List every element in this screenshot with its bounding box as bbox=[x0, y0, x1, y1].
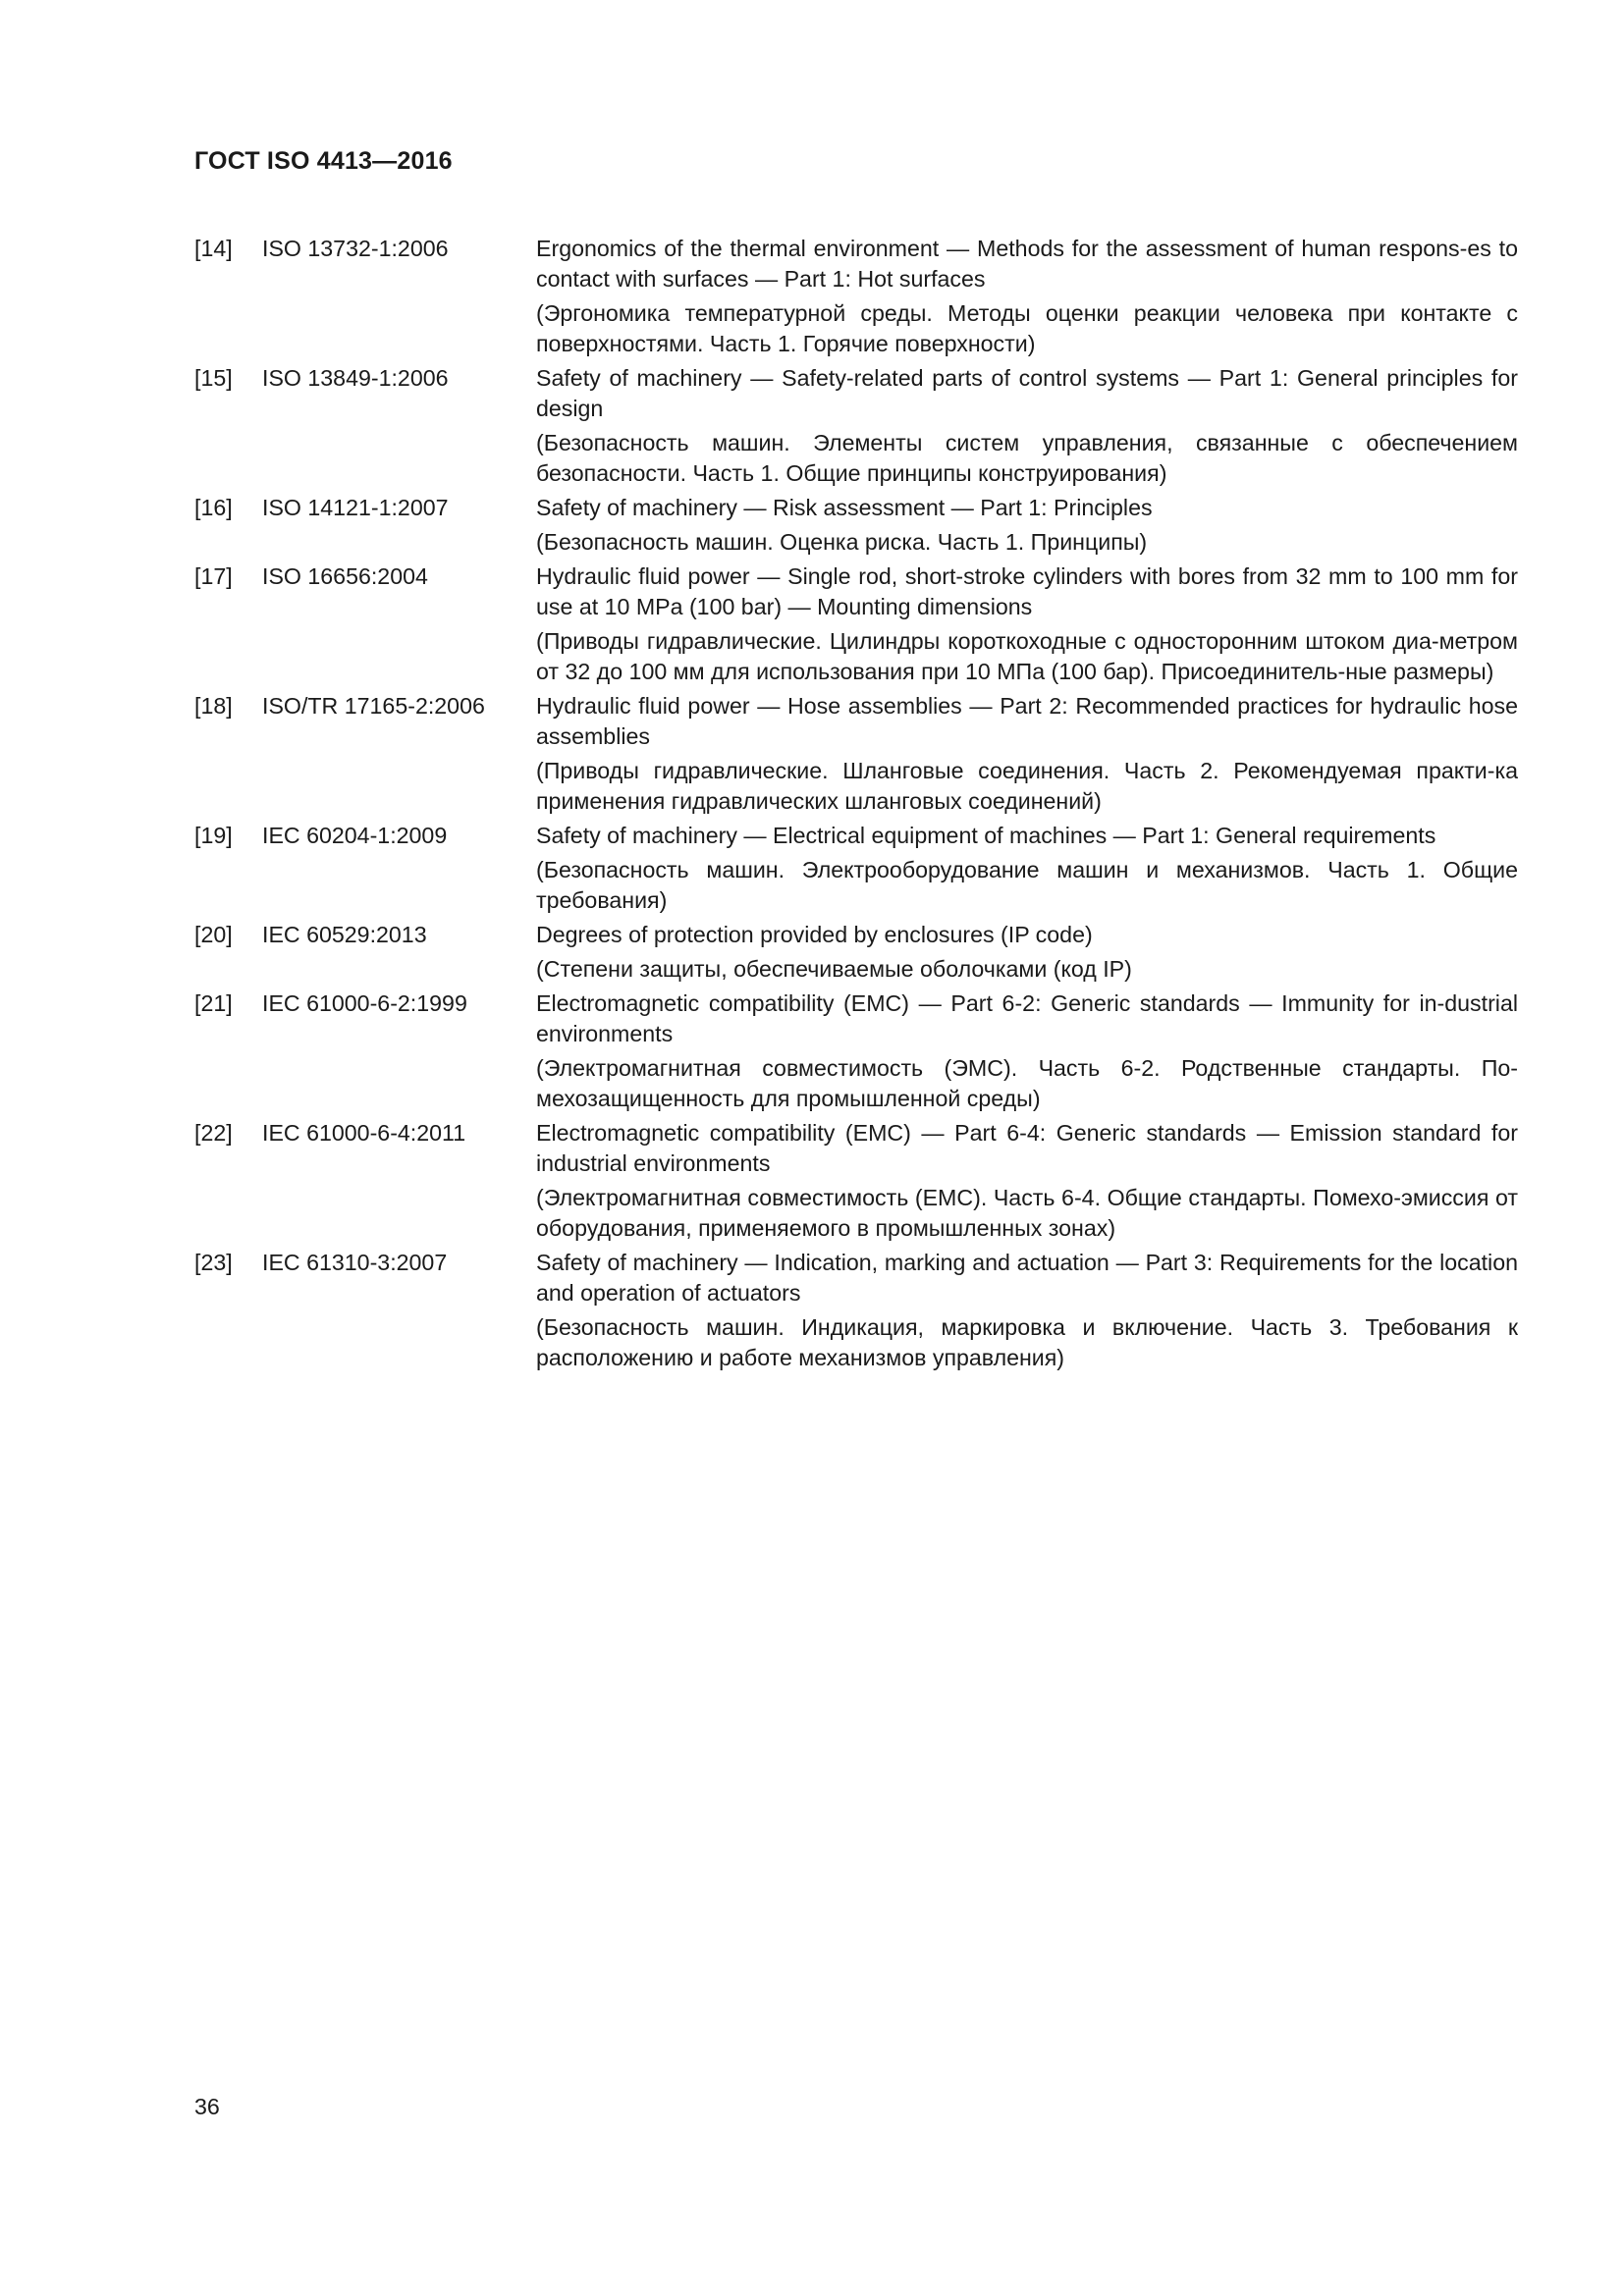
document-header: ГОСТ ISO 4413—2016 bbox=[194, 147, 453, 175]
reference-title: Safety of machinery — Indication, marking and actuation — Part 3: Requirements for the location and operation of actuators bbox=[536, 1250, 1518, 1306]
reference-translation: (Электромагнитная совместимость (ЕМС). Часть 6-4. Общие стандарты. Помехо-эмиссия от оборудования, применяемого в промышленных зонах) bbox=[536, 1185, 1518, 1241]
reference-translation: (Эргономика температурной среды. Методы оценки реакции человека при контакте с поверхностями. Часть 1. Горячие поверхности) bbox=[536, 300, 1518, 356]
reference-translation: (Приводы гидравлические. Шланговые соединения. Часть 2. Рекомендуемая практи-ка применения гидравлических шланговых соединений) bbox=[536, 758, 1518, 814]
reference-number: [21] bbox=[194, 990, 233, 1016]
page-number: 36 bbox=[194, 2094, 220, 2119]
reference-entry bbox=[194, 363, 1518, 493]
reference-body bbox=[536, 1248, 1518, 1377]
reference-number: [23] bbox=[194, 1250, 233, 1275]
reference-translation: (Степени защиты, обеспечиваемые оболочками (код IP) bbox=[536, 956, 1132, 982]
reference-code: IEC 61310-3:2007 bbox=[262, 1250, 448, 1275]
reference-body bbox=[536, 920, 1518, 988]
bibliography-list bbox=[194, 234, 1518, 1377]
reference-number: [15] bbox=[194, 365, 233, 391]
reference-entry bbox=[194, 493, 1518, 561]
reference-translation: (Безопасность машин. Электрооборудование машин и механизмов. Часть 1. Общие требования) bbox=[536, 857, 1518, 913]
reference-title: Ergonomics of the thermal environment — Methods for the assessment of human respons-es to contact with surfaces — Part 1: Hot surfaces bbox=[536, 236, 1518, 292]
reference-code: ISO/TR 17165-2:2006 bbox=[262, 693, 485, 719]
reference-code: IEC 61000-6-2:1999 bbox=[262, 990, 467, 1016]
reference-translation: (Электромагнитная совместимость (ЭМС). Часть 6-2. Родственные стандарты. По-мехозащищенность для промышленной среды) bbox=[536, 1055, 1518, 1111]
reference-entry bbox=[194, 234, 1518, 363]
reference-body bbox=[536, 821, 1518, 920]
reference-title: Electromagnetic compatibility (EMC) — Part 6-4: Generic standards — Emission standard for industrial environments bbox=[536, 1120, 1518, 1176]
reference-body bbox=[536, 561, 1518, 691]
reference-body bbox=[536, 691, 1518, 821]
reference-code: IEC 61000-6-4:2011 bbox=[262, 1120, 466, 1146]
reference-number: [18] bbox=[194, 693, 233, 719]
reference-title: Hydraulic fluid power — Single rod, short-stroke cylinders with bores from 32 mm to 100 mm for use at 10 MPa (100 bar) — Mounting dimensions bbox=[536, 563, 1518, 619]
reference-title: Hydraulic fluid power — Hose assemblies — Part 2: Recommended practices for hydraulic hose assemblies bbox=[536, 693, 1518, 749]
reference-entry bbox=[194, 1118, 1518, 1248]
reference-body bbox=[536, 988, 1518, 1118]
reference-number: [17] bbox=[194, 563, 233, 589]
reference-code: IEC 60204-1:2009 bbox=[262, 823, 448, 848]
reference-code: ISO 13849-1:2006 bbox=[262, 365, 449, 391]
reference-code: ISO 14121-1:2007 bbox=[262, 495, 449, 520]
reference-code: IEC 60529:2013 bbox=[262, 922, 427, 947]
reference-title: Safety of machinery — Safety-related parts of control systems — Part 1: General principles for design bbox=[536, 365, 1518, 421]
reference-entry bbox=[194, 920, 1518, 988]
reference-number: [14] bbox=[194, 236, 233, 261]
reference-title: Electromagnetic compatibility (EMC) — Part 6-2: Generic standards — Immunity for in-dustrial environments bbox=[536, 990, 1518, 1046]
reference-entry bbox=[194, 561, 1518, 691]
reference-title: Degrees of protection provided by enclosures (IP code) bbox=[536, 922, 1093, 947]
reference-entry bbox=[194, 821, 1518, 920]
reference-translation: (Безопасность машин. Элементы систем управления, связанные с обеспечением безопасности. Часть 1. Общие принципы конструирования) bbox=[536, 430, 1518, 486]
reference-title: Safety of machinery — Risk assessment — Part 1: Principles bbox=[536, 495, 1153, 520]
reference-title: Safety of machinery — Electrical equipment of machines — Part 1: General requirements bbox=[536, 823, 1436, 848]
reference-translation: (Приводы гидравлические. Цилиндры короткоходные с односторонним штоком диа-метром от 32 до 100 мм для использования при 10 МПа (100 бар). Присоединитель-ные размеры) bbox=[536, 628, 1518, 684]
reference-translation: (Безопасность машин. Индикация, маркировка и включение. Часть 3. Требования к расположению и работе механизмов управления) bbox=[536, 1314, 1518, 1370]
reference-code: ISO 16656:2004 bbox=[262, 563, 428, 589]
reference-body bbox=[536, 234, 1518, 363]
reference-entry bbox=[194, 691, 1518, 821]
reference-number: [22] bbox=[194, 1120, 233, 1146]
reference-entry bbox=[194, 988, 1518, 1118]
reference-body bbox=[536, 363, 1518, 493]
reference-entry bbox=[194, 1248, 1518, 1377]
reference-number: [16] bbox=[194, 495, 233, 520]
reference-number: [20] bbox=[194, 922, 233, 947]
reference-body bbox=[536, 493, 1518, 561]
reference-body bbox=[536, 1118, 1518, 1248]
reference-code: ISO 13732-1:2006 bbox=[262, 236, 449, 261]
reference-number: [19] bbox=[194, 823, 233, 848]
reference-translation: (Безопасность машин. Оценка риска. Часть 1. Принципы) bbox=[536, 529, 1148, 555]
